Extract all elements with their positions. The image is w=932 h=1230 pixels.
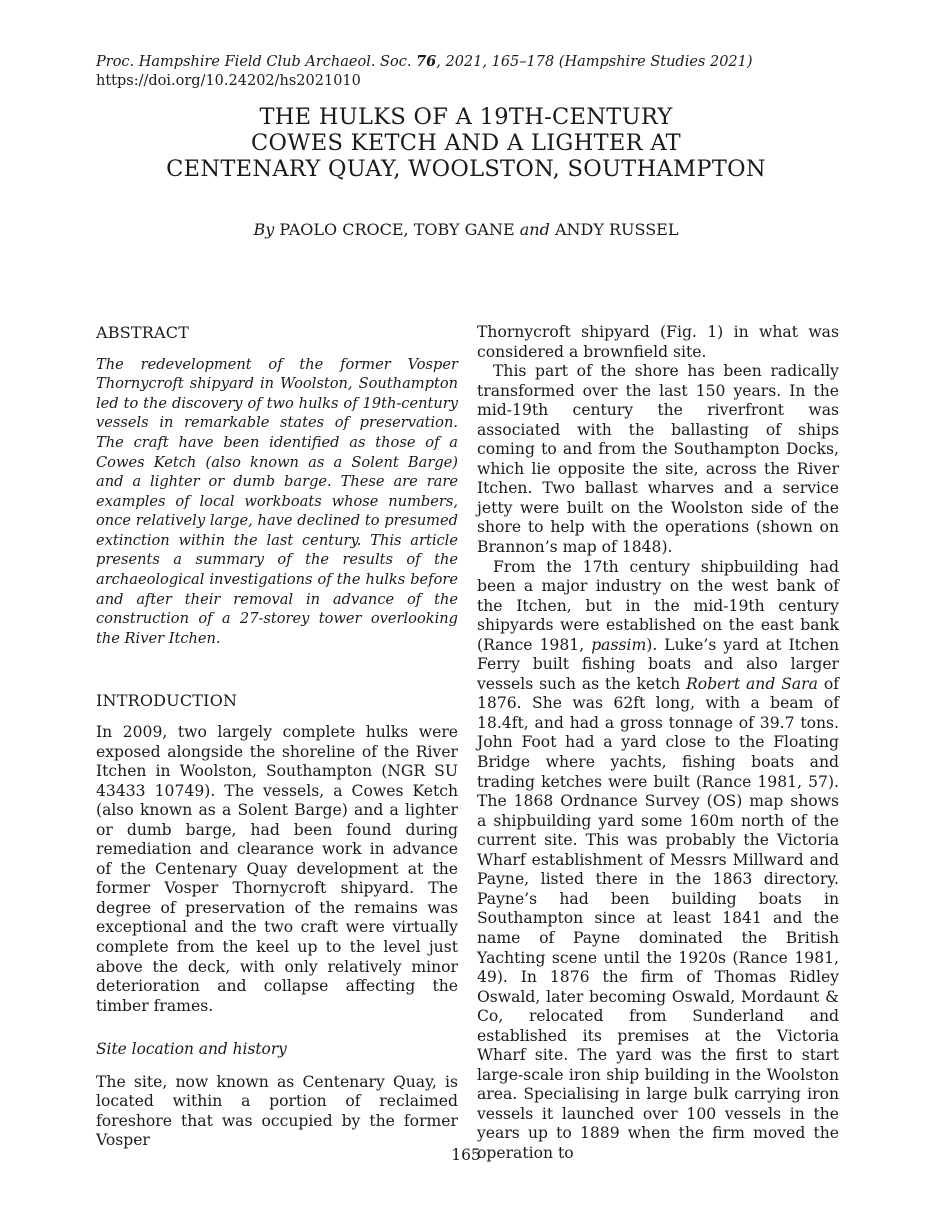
author-name: PAOLO CROCE, bbox=[279, 220, 409, 239]
abstract-heading: ABSTRACT bbox=[96, 323, 190, 342]
page-number: 165 bbox=[451, 1146, 481, 1164]
article-title bbox=[100, 104, 832, 182]
ship-name: Robert and Sara bbox=[686, 674, 818, 693]
italic-term: passim bbox=[591, 635, 647, 654]
journal-citation bbox=[96, 52, 753, 72]
title-line: THE HULKS OF A 19TH-CENTURY bbox=[259, 104, 673, 130]
journal-citation-rest: , 2021, 165–178 (Hampshire Studies 2021) bbox=[436, 54, 753, 70]
body-paragraph: The site, now known as Centenary Quay, is located within a portion of reclaimed foreshore that was occupied by the former Vosper bbox=[96, 1072, 458, 1150]
right-column bbox=[477, 323, 839, 1164]
title-line: COWES KETCH AND A LIGHTER AT bbox=[251, 130, 681, 156]
subsection-heading: Site location and history bbox=[96, 1040, 287, 1059]
author-name: TOBY GANE bbox=[413, 220, 515, 239]
left-column bbox=[96, 323, 458, 1151]
body-paragraph bbox=[477, 558, 839, 1164]
byline-by: By bbox=[253, 220, 275, 239]
introduction-heading: INTRODUCTION bbox=[96, 691, 238, 711]
text-run: of 1876. She was 62ft long, with a beam of 18.4ft, and had a gross tonnage of 39.7 tons. John Foot had a yard close to the Floating Bridge where yachts, fishing boats and trading ketches were built (Rance 1981, 57). The 1868 Ordnance Survey (OS) map shows a shipbuilding yard some 160m north of the current site. This was probably the Victoria Wharf establishment of Messrs Millward and Payne, listed there in the 1863 directory. Payne’s had been building boats in Southampton since at least 1841 and the name of Payne dominated the British Yachting scene until the 1920s (Rance 1981, 49). In 1876 the firm of Thomas Ridley Oswald, later becoming Oswald, Mordaunt & Co, relocated from Sunderland and established its premises at the Victoria Wharf site. The yard was the first to start large-scale iron ship building in the Woolston area. Specialising in large bulk carrying iron vessels it launched over 100 vessels in the years up to 1889 when the firm moved the operation to bbox=[477, 674, 839, 1162]
body-paragraph: This part of the shore has been radically transformed over the last 150 years. In the mid-19th century the riverfront was associated with the ballasting of ships coming to and from the Southampton Docks, which lie opposite the site, across the River Itchen. Two ballast wharves and a service jetty were built on the Woolston side of the shore to help with the operations (shown on Brannon’s map of 1848). bbox=[477, 362, 839, 557]
author-name: ANDY RUSSEL bbox=[554, 220, 679, 239]
title-line: CENTENARY QUAY, WOOLSTON, SOUTHAMPTON bbox=[166, 156, 766, 182]
byline bbox=[100, 220, 832, 239]
journal-header bbox=[96, 52, 753, 91]
text-run: ). Luke’s yard at Itchen Ferry built fishing boats and also larger vessels such as the ketch bbox=[477, 635, 839, 693]
doi-link[interactable]: https://doi.org/10.24202/hs2021010 bbox=[96, 73, 361, 89]
journal-name: Proc. Hampshire Field Club Archaeol. Soc. bbox=[96, 54, 412, 70]
byline-and: and bbox=[519, 220, 550, 239]
body-paragraph: Thornycroft shipyard (Fig. 1) in what was considered a brownfield site. bbox=[477, 323, 839, 361]
abstract-text: The redevelopment of the former Vosper Thornycroft shipyard in Woolston, Southampton led to the discovery of two hulks of 19th-century vessels in remarkable states of preservation. The craft have been identified as those of a Cowes Ketch (also known as a Solent Barge) and a lighter or dumb barge. These are rare examples of local workboats whose numbers, once relatively large, have declined to presumed extinction within the last century. This article presents a summary of the results of the archaeological investigations of the hulks before and after their removal in advance of the construction of a 27-storey tower overlooking the River Itchen. bbox=[96, 355, 458, 647]
introduction-paragraph: In 2009, two largely complete hulks were exposed alongside the shoreline of the River Itchen in Woolston, Southampton (NGR SU 43433 10749). The vessels, a Cowes Ketch (also known as a Solent Barge) and a lighter or dumb barge, had been found during remediation and clearance work in advance of the Centenary Quay development at the former Vosper Thornycroft shipyard. The degree of preservation of the remains was exceptional and the two craft were virtually complete from the keel up to the level just above the deck, with only relatively minor deterioration and collapse affecting the timber frames. bbox=[96, 723, 458, 1015]
journal-volume: 76 bbox=[416, 53, 437, 70]
text-run: From the 17th century shipbuilding had been a major industry on the west bank of the Itchen, but in the mid-19th century shipyards were established on the east bank (Rance 1981, bbox=[477, 557, 839, 654]
